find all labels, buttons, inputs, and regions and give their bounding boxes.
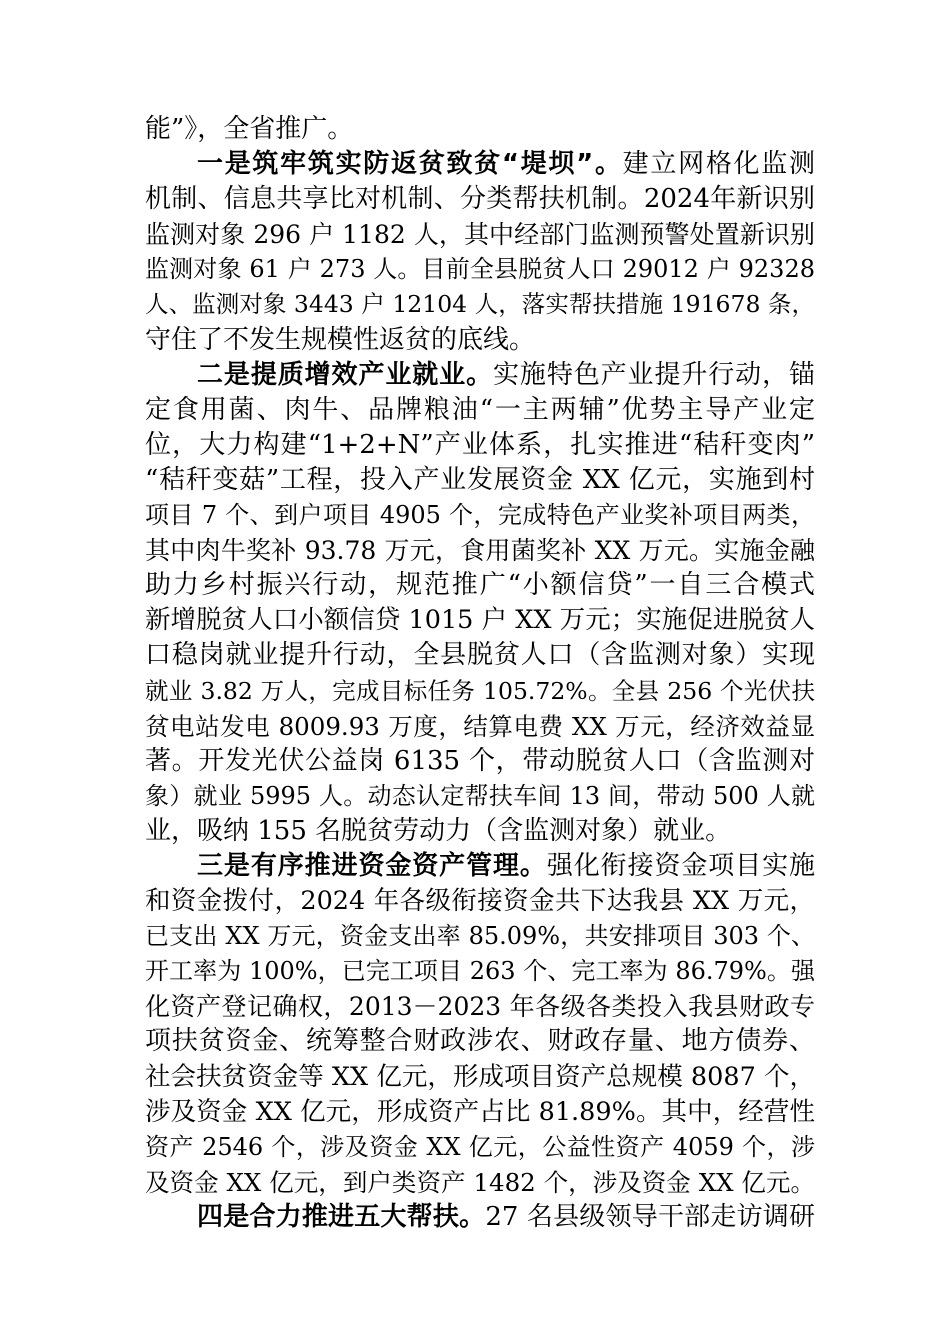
text-line (145, 147, 815, 182)
text-line (145, 323, 815, 358)
text-line (145, 744, 815, 779)
text-line (145, 709, 815, 744)
section-heading: 三是有序推进资金资产管理。 (197, 850, 547, 881)
text-line (145, 463, 815, 498)
text-line (145, 638, 815, 673)
line-text: 助力乡村振兴行动，规范推广“小额信贷”一自三合模式 (145, 570, 815, 601)
text-line (145, 533, 815, 568)
line-text: 人、监测对象 3443 户 12104 人，落实帮扶措施 191678 条， (145, 290, 815, 319)
line-text: 能”》，全省推广。 (145, 114, 354, 144)
text-line (145, 287, 815, 322)
line-text: 监测对象 61 户 273 人。目前全县脱贫人口 29012 户 92328 (145, 255, 815, 284)
text-line (145, 989, 815, 1024)
text-line (145, 1095, 815, 1130)
body-text (145, 112, 815, 1235)
text-line (145, 1060, 815, 1095)
line-text: “秸秆变菇”工程，投入产业发展资金 XX 亿元，实施到村 (145, 464, 815, 495)
text-line (145, 358, 815, 393)
line-text: 和资金拨付，2024 年各级衔接资金共下达我县 XX 万元， (145, 886, 815, 917)
section-heading: 二是提质增效产业就业。 (197, 359, 493, 390)
text-line (145, 428, 815, 463)
line-text: 强化衔接资金项目实施 (546, 850, 815, 881)
text-line (145, 779, 815, 814)
line-text: 口稳岗就业提升行动，全县脱贫人口（含监测对象）实现 (145, 640, 815, 671)
line-text: 新增脱贫人口小额信贷 1015 户 XX 万元；实施促进脱贫人 (145, 605, 815, 636)
line-text: 已支出 XX 万元，资金支出率 85.09%，共安排项目 303 个、 (145, 922, 815, 951)
text-line (145, 498, 815, 533)
line-text: 化资产登记确权，2013－2023 年各级各类投入我县财政专 (145, 992, 815, 1022)
text-line (145, 1130, 815, 1165)
text-line (145, 674, 815, 709)
line-text: 开工率为 100%，已完工项目 263 个、完工率为 86.79%。强 (145, 957, 815, 986)
line-text: 监测对象 296 户 1182 人，其中经部门监测预警处置新识别 (145, 220, 815, 250)
line-text: 机制、信息共享比对机制、分类帮扶机制。2024年新识别 (145, 184, 815, 215)
line-text: 位，大力构建“1+2+N”产业体系，扎实推进“秸秆变肉” (145, 429, 815, 460)
text-line (145, 252, 815, 287)
text-line (145, 849, 815, 884)
text-line (145, 603, 815, 638)
text-line (145, 217, 815, 252)
text-line (145, 393, 815, 428)
text-line (145, 954, 815, 989)
line-text: 社会扶贫资金等 XX 亿元，形成项目资产总规模 8087 个， (145, 1061, 815, 1092)
line-text: 涉及资金 XX 亿元，形成资产占比 81.89%。其中，经营性 (145, 1096, 815, 1127)
line-text: 其中肉牛奖补 93.78 万元，食用菌奖补 XX 万元。实施金融 (145, 536, 815, 566)
line-text: 项目 7 个、到户项目 4905 个，完成特色产业奖补项目两类， (145, 501, 815, 530)
text-line (145, 568, 815, 603)
line-text: 定食用菌、肉牛、品牌粮油“一主两辅”优势主导产业定 (145, 394, 815, 425)
line-text: 著。开发光伏公益岗 6135 个，带动脱贫人口（含监测对 (145, 745, 815, 776)
line-text: 就业 3.82 万人，完成目标任务 105.72%。全县 256 个光伏扶 (145, 676, 815, 705)
line-text: 及资金 XX 亿元，到户类资产 1482 个，涉及资金 XX 亿元。 (145, 1167, 815, 1197)
section-heading: 四是合力推进五大帮扶。 (197, 1201, 486, 1232)
text-line (145, 1165, 815, 1200)
line-text: 建立网格化监测 (622, 149, 815, 180)
text-line (145, 112, 815, 147)
line-text: 贫电站发电 8009.93 万度，结算电费 XX 万元，经济效益显 (145, 711, 815, 741)
line-text: 象）就业 5995 人。动态认定帮扶车间 13 间，带动 500 人就 (145, 781, 815, 810)
text-line (145, 884, 815, 919)
text-line (145, 182, 815, 217)
text-line (145, 1200, 815, 1235)
section-heading: 一是筑牢筑实防返贫致贫“堤坝”。 (197, 149, 623, 180)
text-line (145, 814, 815, 849)
line-text: 业，吸纳 155 名脱贫劳动力（含监测对象）就业。 (145, 815, 732, 846)
line-text: 资产 2546 个，涉及资金 XX 亿元，公益性资产 4059 个，涉 (145, 1132, 815, 1161)
line-text: 27 名县级领导干部走访调研 (485, 1201, 815, 1232)
text-line (145, 919, 815, 954)
line-text: 实施特色产业提升行动，锚 (493, 359, 815, 390)
line-text: 项扶贫资金、统筹整合财政涉农、财政存量、地方债券、 (145, 1026, 815, 1057)
text-line (145, 1024, 815, 1059)
line-text: 守住了不发生规模性返贫的底线。 (145, 324, 536, 355)
